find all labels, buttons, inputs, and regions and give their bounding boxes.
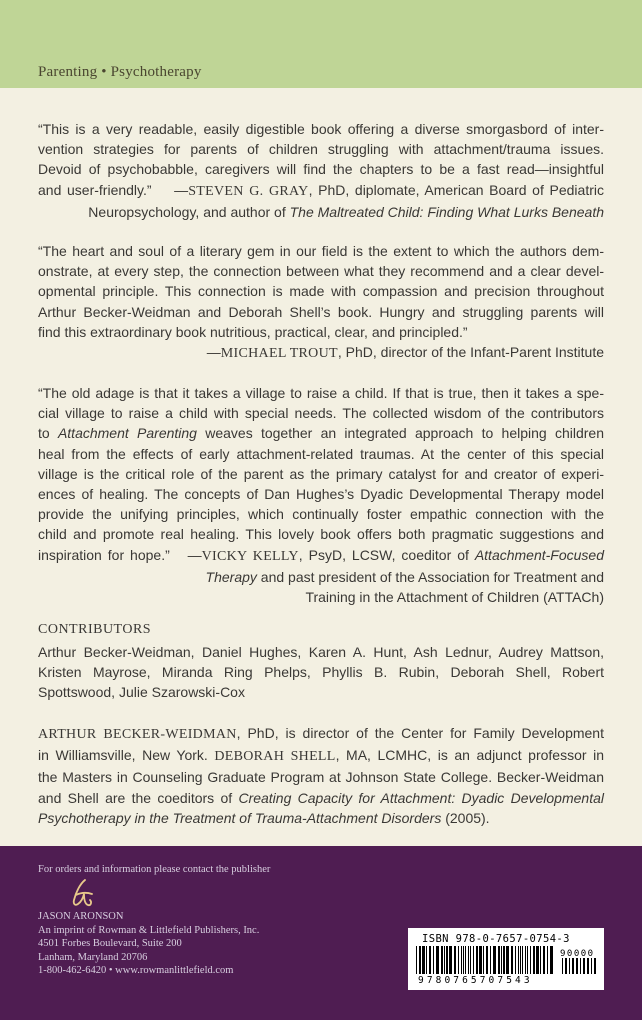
barcode-addon-bar (594, 958, 596, 974)
book-title: Creating Capacity for Attachment: Dyadic Developmental (238, 789, 604, 806)
quote-line: vention strategies for parents of children struggling with attachment/trauma issues. (38, 141, 604, 158)
contributors-line: Kristen Mayrose, Miranda Ring Phelps, Phyllis B. Rubin, Deborah Shell, Robert (38, 664, 604, 681)
barcode-bar (463, 946, 464, 974)
quote-line: Devoid of psychobabble, caregivers will find the chapters to be a fast read—insightful (38, 161, 604, 178)
endorser-name: STEVEN G. GRAY (188, 183, 309, 199)
barcode-addon-bar (583, 958, 585, 974)
barcode-addon-bar (562, 958, 563, 974)
barcode-bar (416, 946, 417, 974)
quote-line: find this extraordinary book nutritious, practical, clear, and principled.” (38, 323, 468, 340)
publisher-phone-web: 1-800-462-6420 • www.rowmanlittlefield.com (38, 965, 234, 976)
quote-line: Arthur Becker-Weidman and Deborah Shell’s book. Hungry and struggling parents will (38, 303, 604, 320)
bio-line: ARTHUR BECKER-WEIDMAN, PhD, is director of the Center for Family Development (38, 725, 604, 742)
quote-line: “The heart and soul of a literary gem in our field is the extent to which the authors dem- (38, 243, 604, 259)
contributors-line: Spottswood, Julie Szarowski-Cox (38, 684, 245, 701)
bio-line: in Williamsville, New York. DEBORAH SHELL, MA, LCMHC, is an adjunct professor in (38, 747, 604, 765)
quote-line: provide the unifying principles, which continually foster empathic connection with the (38, 506, 604, 523)
barcode-addon-bar (576, 958, 578, 974)
quote-line: child and promote real healing. This lovely book offers both pragmatic suggestions and (38, 526, 604, 543)
book-title: Attachment Parenting (57, 425, 197, 442)
publisher-name: JASON ARONSON (38, 911, 124, 922)
barcode-bar (479, 946, 482, 974)
barcode-bar (458, 946, 459, 974)
quote-line: inspiration for hope.” —VICKY KELLY, PsyD, LCSW, coeditor of Attachment-Focused (38, 546, 604, 564)
quote-line: onstrate, at every step, the connection between what they recommend and a clear devel- (38, 263, 604, 280)
quote-line: “The old adage is that it takes a village to raise a child. If that is true, then it takes a spe- (38, 385, 604, 401)
quote-line: heal from the effects of early attachment-related traumas. At the center of this special (38, 445, 604, 462)
contributors-list (38, 642, 604, 703)
barcode-bar (527, 946, 528, 974)
category-band (0, 0, 642, 88)
barcode-bar (422, 946, 425, 974)
barcode-bar (476, 946, 478, 974)
barcode-addon-bar (580, 958, 581, 974)
barcode-bar (493, 946, 496, 974)
barcode-bar (419, 946, 421, 974)
quote-line: —MICHAEL TROUT, PhD, director of the Infant-Parent Institute (206, 344, 604, 362)
quote-line: cial village to raise a child with special needs. The collected wisdom of the contributors (38, 405, 604, 422)
endorser-name: VICKY KELLY (201, 548, 299, 564)
quote-line: Neuropsychology, and author of The Maltreated Child: Finding What Lurks Beneath (88, 203, 604, 220)
barcode-addon-bar (569, 958, 570, 974)
barcode-bar (525, 946, 526, 974)
barcode-bar (540, 946, 541, 974)
barcode-bar (490, 946, 491, 974)
quote-line: Training in the Attachment of Children (ATTACh) (305, 589, 604, 606)
contributors-heading: CONTRIBUTORS (38, 622, 152, 637)
barcode-digits: 9780765707543 (418, 975, 533, 986)
barcode-bar (470, 946, 471, 974)
quote-kelly (38, 383, 604, 607)
barcode-bar (473, 946, 474, 974)
barcode-bar (444, 946, 445, 974)
barcode-bar (454, 946, 456, 974)
barcode-bar (543, 946, 545, 974)
isbn-text: ISBN 978-0-7657-0754-3 (422, 933, 570, 945)
barcode-bar (530, 946, 531, 974)
book-title: The Maltreated Child: Finding What Lurks Beneath (289, 203, 604, 220)
barcode-bar (486, 946, 488, 974)
barcode-bar (511, 946, 513, 974)
barcode-bar (461, 946, 462, 974)
barcode-bar (518, 946, 519, 974)
barcode-bar (547, 946, 548, 974)
book-title: Therapy (205, 568, 257, 585)
quote-line: to Attachment Parenting weaves together an integrated approach to helping children (38, 425, 604, 442)
contributors-line: Arthur Becker-Weidman, Daniel Hughes, Karen A. Hunt, Ash Lednur, Audrey Mattson, (38, 644, 604, 660)
barcode-bar (449, 946, 452, 974)
quote-line: opmental principle. This connection is made with compassion and precision throughout (38, 283, 604, 300)
quote-line: “This is a very readable, easily digestible book offering a diverse smorgasbord of inter- (38, 121, 604, 137)
barcode-bar (515, 946, 516, 974)
barcode-addon-bar (587, 958, 589, 974)
quote-gray (38, 119, 604, 222)
order-contact-line: For orders and information please contact the publisher (38, 864, 271, 875)
barcode-bar (536, 946, 539, 974)
author-bio (38, 723, 604, 828)
barcode-bar (426, 946, 427, 974)
barcode-bar (533, 946, 535, 974)
barcode-bar (506, 946, 509, 974)
bio-line: the Masters in Counseling Graduate Program at Johnson State College. Becker-Weidman (38, 769, 604, 786)
book-title: Psychotherapy in the Treatment of Trauma-Attachment Disorders (38, 809, 442, 826)
barcode-bar (498, 946, 500, 974)
barcode-bar (550, 946, 553, 974)
barcode-bar (503, 946, 505, 974)
barcode-addon-bar (572, 958, 574, 974)
publisher-imprint: An imprint of Rowman & Littlefield Publishers, Inc. (38, 924, 260, 936)
category-label: Parenting • Psychotherapy (38, 64, 202, 80)
quote-line: village is the critical role of the parent as the primary catalyst for and creator of experi- (38, 465, 604, 482)
author-name: ARTHUR BECKER-WEIDMAN (38, 727, 237, 742)
bio-line: and Shell are the coeditors of Creating Capacity for Attachment: Dyadic Developmental (38, 789, 604, 806)
quote-line: Therapy and past president of the Association for Treatment and (205, 568, 604, 585)
barcode-bar (468, 946, 469, 974)
barcode-bar (436, 946, 439, 974)
barcode-bar (520, 946, 521, 974)
book-title: Attachment-Focused (474, 546, 604, 563)
barcode-addon-bar (591, 958, 592, 974)
barcode-addon-digits: 90000 (560, 949, 595, 959)
barcode-addon-bar (565, 958, 567, 974)
author-name: DEBORAH SHELL (214, 749, 336, 765)
publisher-address-line: 4501 Forbes Boulevard, Suite 200 (38, 938, 182, 949)
publisher-address-line: Lanham, Maryland 20706 (38, 951, 148, 963)
barcode-bar (522, 946, 523, 974)
barcode-bar (429, 946, 431, 974)
bio-line: Psychotherapy in the Treatment of Trauma-Attachment Disorders (2005). (38, 809, 490, 826)
barcode-bar (433, 946, 434, 974)
barcode-bar (441, 946, 443, 974)
barcode-bar (483, 946, 484, 974)
barcode-bar (501, 946, 502, 974)
quote-line: and user-friendly.” —STEVEN G. GRAY, PhD, diplomate, American Board of Pediatric (38, 181, 604, 199)
quote-trout (38, 241, 604, 364)
barcode-bar (446, 946, 448, 974)
barcode-bar (465, 946, 466, 974)
quote-line: ences of healing. The concepts of Dan Hughes’s Dyadic Developmental Therapy model (38, 486, 604, 503)
endorser-name: MICHAEL TROUT (220, 346, 338, 362)
